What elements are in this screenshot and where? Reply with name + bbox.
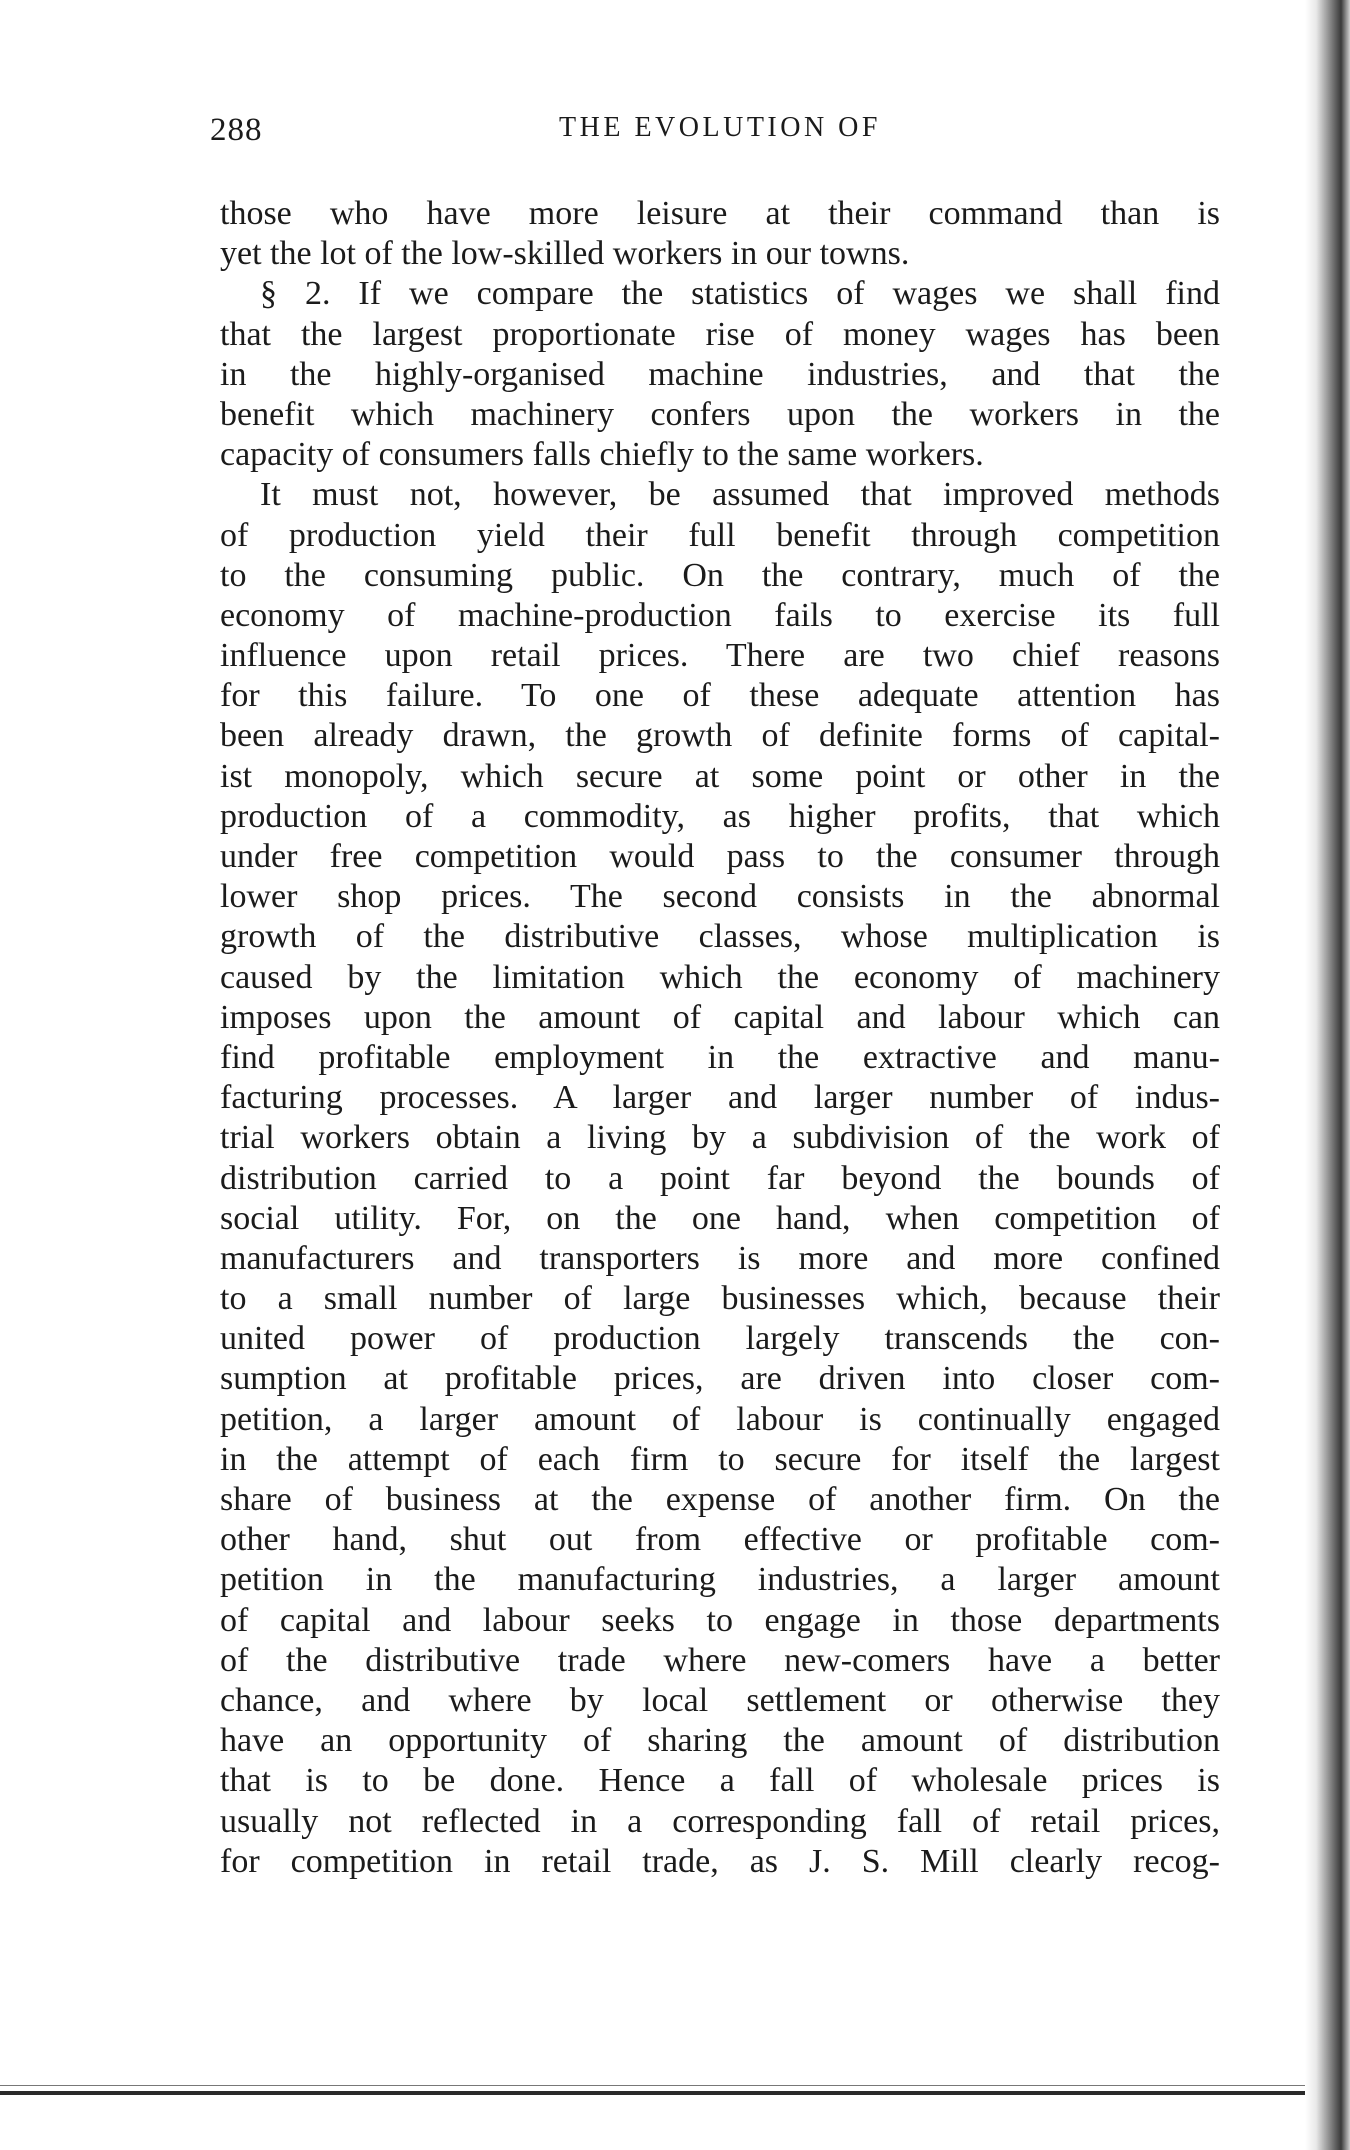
- text-line: that is to be done. Hence a fall of wholesale prices is: [220, 1762, 1220, 1800]
- text-line: in the attempt of each firm to secure for itself the largest: [220, 1440, 1220, 1478]
- text-line: of capital and labour seeks to engage in those departments: [220, 1601, 1220, 1639]
- bottom-rule: [0, 2091, 1305, 2095]
- text-line: petition in the manufacturing industries, a larger amount: [220, 1561, 1220, 1599]
- text-line: ist monopoly, which secure at some point or other in the: [220, 757, 1220, 795]
- text-line: lower shop prices. The second consists in the abnormal: [220, 878, 1220, 916]
- text-line: usually not reflected in a corresponding fall of retail prices,: [220, 1802, 1220, 1840]
- text-line: manufacturers and transporters is more and more confined: [220, 1239, 1220, 1277]
- text-line: economy of machine-production fails to exercise its full: [220, 596, 1220, 634]
- text-line: to the consuming public. On the contrary, much of the: [220, 556, 1220, 594]
- text-line: been already drawn, the growth of definite forms of capital-: [220, 717, 1220, 755]
- text-line: for competition in retail trade, as J. S. Mill clearly recog-: [220, 1842, 1220, 1880]
- text-line: chance, and where by local settlement or otherwise they: [220, 1681, 1220, 1719]
- text-line: imposes upon the amount of capital and labour which can: [220, 998, 1220, 1036]
- text-line: growth of the distributive classes, whose multiplication is: [220, 918, 1220, 956]
- text-line: benefit which machinery confers upon the workers in the: [220, 395, 1220, 433]
- text-line: capacity of consumers falls chiefly to the same workers.: [220, 436, 984, 474]
- text-line: for this failure. To one of these adequate attention has: [220, 677, 1220, 715]
- text-line: yet the lot of the low-skilled workers in our towns.: [220, 235, 910, 273]
- paragraph-start-line: It must not, however, be assumed that improved methods: [260, 476, 1220, 514]
- text-line: that the largest proportionate rise of money wages has been: [220, 315, 1220, 353]
- text-line: find profitable employment in the extractive and manu-: [220, 1038, 1220, 1076]
- text-line: under free competition would pass to the consumer through: [220, 838, 1220, 875]
- text-line: of the distributive trade where new-comers have a better: [220, 1641, 1220, 1679]
- text-line: influence upon retail prices. There are two chief reasons: [220, 637, 1220, 675]
- text-line: production of a commodity, as higher profits, that which: [220, 797, 1220, 835]
- running-title: THE EVOLUTION OF: [559, 112, 881, 143]
- bottom-rule-thin: [0, 2085, 1305, 2086]
- text-line: united power of production largely transcends the con-: [220, 1320, 1220, 1358]
- text-line: to a small number of large businesses which, because their: [220, 1280, 1220, 1318]
- text-line: of production yield their full benefit through competition: [220, 516, 1220, 554]
- text-line: facturing processes. A larger and larger number of indus-: [220, 1079, 1220, 1117]
- text-line: caused by the limitation which the economy of machinery: [220, 958, 1220, 996]
- text-line: social utility. For, on the one hand, when competition of: [220, 1199, 1220, 1237]
- text-line: petition, a larger amount of labour is continually engaged: [220, 1400, 1220, 1438]
- page-number: 288: [210, 112, 263, 148]
- text-line: sumption at profitable prices, are driven into closer com-: [220, 1360, 1220, 1398]
- body-text: [220, 194, 1220, 1882]
- text-line: distribution carried to a point far beyond the bounds of: [220, 1159, 1220, 1197]
- text-line: other hand, shut out from effective or profitable com-: [220, 1521, 1220, 1559]
- page-edge-shadow: [1305, 0, 1350, 2150]
- text-line: in the highly-organised machine industries, and that the: [220, 355, 1220, 393]
- running-head: [210, 112, 1220, 162]
- section-start-line: § 2. If we compare the statistics of wages we shall find: [260, 275, 1220, 313]
- text-line: trial workers obtain a living by a subdivision of the work of: [220, 1119, 1220, 1157]
- text-line: have an opportunity of sharing the amount of distribution: [220, 1722, 1220, 1760]
- text-line: those who have more leisure at their command than is: [220, 195, 1220, 232]
- text-line: share of business at the expense of another firm. On the: [220, 1481, 1220, 1518]
